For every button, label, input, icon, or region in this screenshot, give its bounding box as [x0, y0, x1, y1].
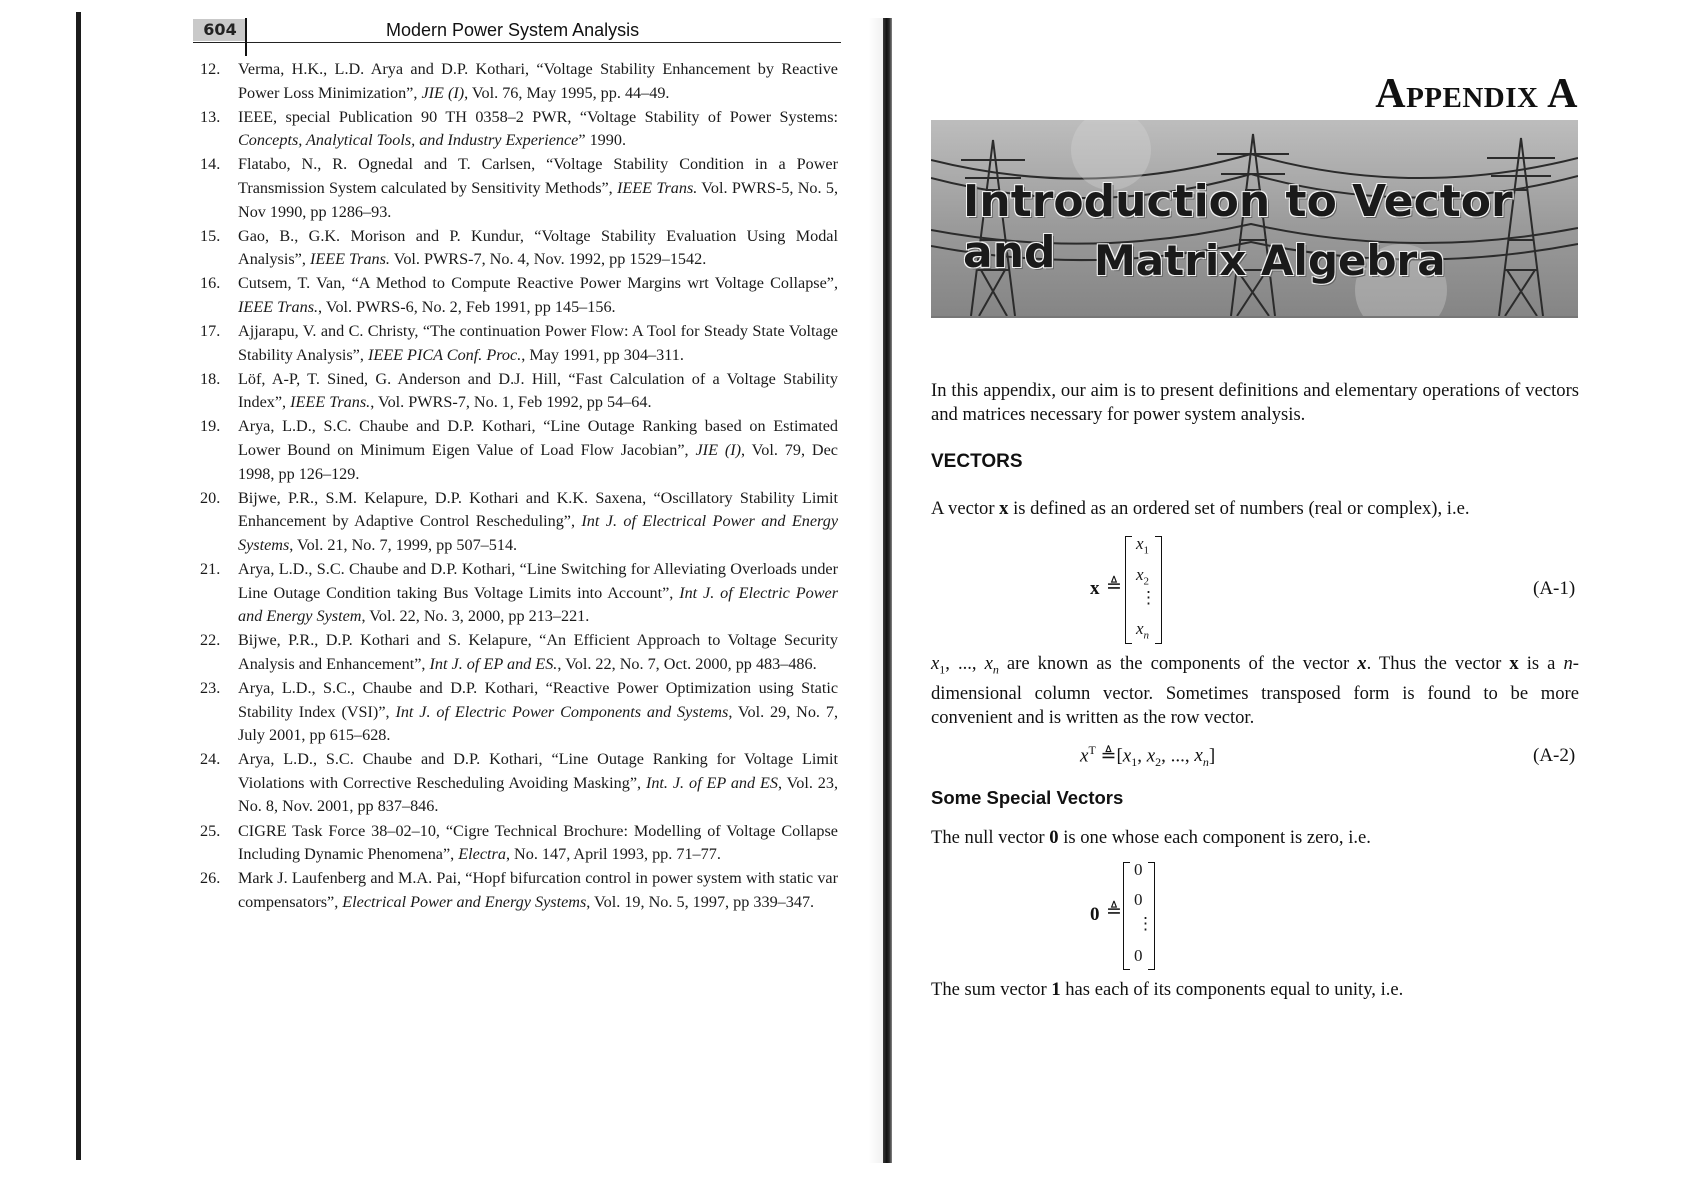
- reference-item: [200, 629, 838, 676]
- reference-number: 14.: [200, 155, 221, 174]
- eq2-label: (A-2): [1533, 745, 1576, 766]
- reference-text: Bijwe, P.R., S.M. Kelapure, D.P. Kothari and K.K. Saxena, “Oscillatory Stability Limit Enhancement by Adaptive Control Rescheduling”,: [238, 488, 838, 531]
- reference-tail: , Vol. 19, No. 5, 1997, pp 339–347.: [586, 892, 815, 911]
- reference-venue: JIE (I): [695, 441, 742, 459]
- running-title: Modern Power System Analysis: [386, 20, 640, 40]
- reference-venue: IEEE PICA Conf. Proc.: [367, 345, 522, 364]
- reference-list: [200, 58, 838, 915]
- reference-item: [200, 820, 838, 867]
- reference-tail: , Vol. 29, No. 7, July 2001, pp 615–628.: [238, 702, 838, 745]
- null-right-bracket: [1148, 862, 1155, 970]
- section-heading-vectors: VECTORS: [931, 451, 1023, 472]
- reference-number: 19.: [200, 417, 221, 436]
- reference-item: [200, 153, 838, 224]
- reference-text: Arya, L.D., S.C., Chaube and D.P. Kothari, “Reactive Power Optimization using Static Stability Index (VSI)”,: [238, 678, 838, 721]
- reference-venue: Concepts, Analytical Tools, and Industry Experience: [238, 131, 579, 150]
- reference-tail: , Vol. 21, No. 7, 1999, pp 507–514.: [289, 535, 518, 554]
- reference-venue: Int. J. of EP and ES: [645, 773, 778, 792]
- reference-text: Löf, A-P, T. Sined, G. Anderson and D.J. Hill, “Fast Calculation of a Voltage Stability Index”,: [238, 369, 838, 412]
- appendix-label: Appendix A: [1375, 71, 1578, 117]
- null-entry-n: 0: [1134, 946, 1143, 965]
- running-head: [193, 18, 841, 43]
- reference-text: Mark J. Laufenberg and M.A. Pai, “Hopf bifurcation control in power system with static var compensators”,: [238, 869, 838, 911]
- null-vector-text: The null vector 0 is one whose each component is zero, i.e.: [931, 827, 1371, 848]
- reference-tail: ” 1990.: [578, 131, 626, 150]
- reference-tail: , Vol. PWRS-6, No. 2, Feb 1991, pp 145–156.: [318, 297, 616, 316]
- subheading-special-vectors: Some Special Vectors: [931, 787, 1124, 808]
- chapter-banner: [931, 120, 1578, 318]
- intro-paragraph: In this appendix, our aim is to present definitions and elementary operations of vectors and matrices necessary for power system analysis.: [931, 380, 1579, 425]
- reference-tail: , May 1991, pp 304–311.: [521, 345, 684, 364]
- equation-a2: $x^T$ $≜[x_1$, $x_2$, ..., $x_n$]: [1080, 743, 1216, 770]
- reference-venue: Electrical Power and Energy Systems: [342, 892, 587, 911]
- reference-text: Gao, B., G.K. Morison and P. Kundur, “Voltage Stability Evaluation Using Modal Analysis”,: [238, 226, 838, 269]
- reference-text: Verma, H.K., L.D. Arya and D.P. Kothari, “Voltage Stability Enhancement by Reactive Power Loss Minimization”,: [238, 60, 838, 102]
- eq1-entry-2: $x_2$: [1136, 565, 1150, 588]
- vector-definition: A vector x is defined as an ordered set of numbers (real or complex), i.e.: [931, 498, 1470, 519]
- components-paragraph: $x_1$, ..., $x_n$ are known as the components of the vector x. Thus the vector x is a n-dimensional column vector. Sometimes transposed form is found to be more convenient and is written as the row vector.: [931, 653, 1579, 728]
- eq1-entry-dots: ⋮: [1140, 588, 1157, 607]
- scan-edge-left: [76, 12, 81, 1160]
- reference-venue: JIE (I): [421, 83, 465, 102]
- reference-number: 16.: [200, 274, 221, 293]
- reference-number: 20.: [200, 488, 221, 507]
- eq1-entry-1: $x_1$: [1136, 534, 1150, 557]
- reference-number: 25.: [200, 821, 221, 840]
- null-entry-dots: ⋮: [1137, 914, 1154, 933]
- reference-item: [200, 225, 838, 272]
- reference-tail: Vol. PWRS-7, No. 4, Nov. 1992, pp 1529–1542.: [389, 250, 707, 269]
- eq1-defeq: ≜: [1106, 576, 1122, 597]
- banner-title-line-2: Matrix Algebra: [1094, 236, 1446, 285]
- reference-item: [200, 58, 838, 105]
- reference-tail: , Vol. PWRS-7, No. 1, Feb 1992, pp 54–64.: [370, 393, 652, 412]
- eq1-label: (A-1): [1533, 578, 1576, 599]
- reference-tail: , Vol. 22, No. 7, Oct. 2000, pp 483–486.: [557, 654, 817, 673]
- reference-venue: IEEE Trans.: [238, 297, 319, 316]
- reference-venue: Int J. of Electric Power Components and Systems: [395, 702, 729, 721]
- reference-tail: , Vol. 79, Dec 1998, pp 126–129.: [238, 441, 838, 483]
- reference-venue: IEEE Trans.: [290, 393, 371, 412]
- page-number-rule: [245, 18, 247, 56]
- null-lhs: 0: [1090, 904, 1100, 925]
- reference-text: Ajjarapu, V. and C. Christy, “The continuation Power Flow: A Tool for Steady State Voltage Stability Analysis”,: [238, 322, 838, 364]
- reference-number: 24.: [200, 750, 221, 769]
- reference-text: Bijwe, P.R., D.P. Kothari and S. Kelapure, “An Efficient Approach to Voltage Security Analysis and Enhancement”,: [238, 631, 838, 673]
- reference-number: 15.: [200, 226, 221, 245]
- null-left-bracket: [1123, 862, 1130, 970]
- null-entry-1: 0: [1134, 860, 1143, 879]
- null-entry-2: 0: [1134, 890, 1143, 909]
- reference-text: Cutsem, T. Van, “A Method to Compute Reactive Power Margins wrt Voltage Collapse”,: [238, 274, 838, 293]
- page-number: 604: [193, 19, 247, 41]
- reference-venue: IEEE Trans.: [309, 250, 390, 269]
- reference-number: 22.: [200, 631, 221, 650]
- reference-text: Arya, L.D., S.C. Chaube and D.P. Kothari, “Line Outage Ranking for Voltage Limit Violations with Corrective Rescheduling Avoiding Masking”,: [238, 750, 838, 792]
- reference-item: [200, 677, 838, 748]
- reference-text: Flatabo, N., R. Ognedal and T. Carlsen, “Voltage Stability Condition in a Power Transmission System calculated by Sensitivity Methods”,: [238, 155, 838, 197]
- reference-tail: , No. 147, April 1993, pp. 71–77.: [505, 845, 721, 864]
- reference-item: [200, 867, 838, 914]
- reference-item: [200, 368, 838, 415]
- reference-venue: IEEE Trans.: [617, 178, 698, 197]
- eq1-right-bracket: [1155, 536, 1162, 644]
- gutter-shadow: [868, 18, 883, 1163]
- reference-text: Arya, L.D., S.C. Chaube and D.P. Kothari, “Line Outage Ranking based on Estimated Lower Bound on Minimum Eigen Value of Load Flow Jacobian”,: [238, 417, 838, 459]
- reference-number: 13.: [200, 107, 221, 126]
- reference-tail: , Vol. 76, May 1995, pp. 44–49.: [464, 83, 670, 102]
- reference-tail: , Vol. 23, No. 8, Nov. 2001, pp 837–846.: [238, 773, 838, 816]
- reference-item: [200, 487, 838, 558]
- banner-title-line-1: Introduction to Vector and: [963, 176, 1513, 278]
- reference-item: [200, 558, 838, 629]
- reference-item: [200, 748, 838, 819]
- eq1-lhs: x: [1090, 578, 1100, 599]
- reference-number: 23.: [200, 678, 221, 697]
- eq1-entry-n: $x_n$: [1136, 619, 1150, 642]
- reference-text: Arya, L.D., S.C. Chaube and D.P. Kothari, “Line Switching for Alleviating Overloads under Line Outage Condition taking Bus Voltage Limits into Account”,: [238, 559, 838, 602]
- reference-number: 17.: [200, 322, 221, 341]
- null-defeq: ≜: [1106, 901, 1122, 922]
- reference-tail: , Vol. 22, No. 3, 2000, pp 213–221.: [361, 607, 590, 626]
- reference-venue: Int J. of EP and ES.: [429, 654, 558, 673]
- eq1-left-bracket: [1125, 536, 1132, 644]
- reference-item: [200, 106, 838, 153]
- reference-venue: Int J. of Electrical Power and Energy Systems: [238, 512, 838, 554]
- reference-venue: Electra: [458, 845, 506, 864]
- reference-text: CIGRE Task Force 38–02–10, “Cigre Technical Brochure: Modelling of Voltage Collapse Including Dynamic Phenomena”,: [238, 821, 838, 864]
- reference-tail: Vol. PWRS-5, No. 5, Nov 1990, pp 1286–93.: [238, 178, 839, 221]
- sum-vector-text: The sum vector 1 has each of its components equal to unity, i.e.: [931, 979, 1404, 1000]
- book-gutter: [883, 18, 892, 1163]
- reference-venue: Int J. of Electric Power and Energy System: [238, 583, 838, 626]
- reference-number: 18.: [200, 369, 221, 388]
- reference-number: 26.: [200, 869, 221, 888]
- reference-number: 12.: [200, 60, 221, 78]
- reference-item: [200, 272, 838, 319]
- reference-item: [200, 415, 838, 486]
- reference-item: [200, 320, 838, 367]
- reference-text: IEEE, special Publication 90 TH 0358–2 PWR, “Voltage Stability of Power Systems:: [238, 107, 838, 126]
- reference-number: 21.: [200, 559, 221, 578]
